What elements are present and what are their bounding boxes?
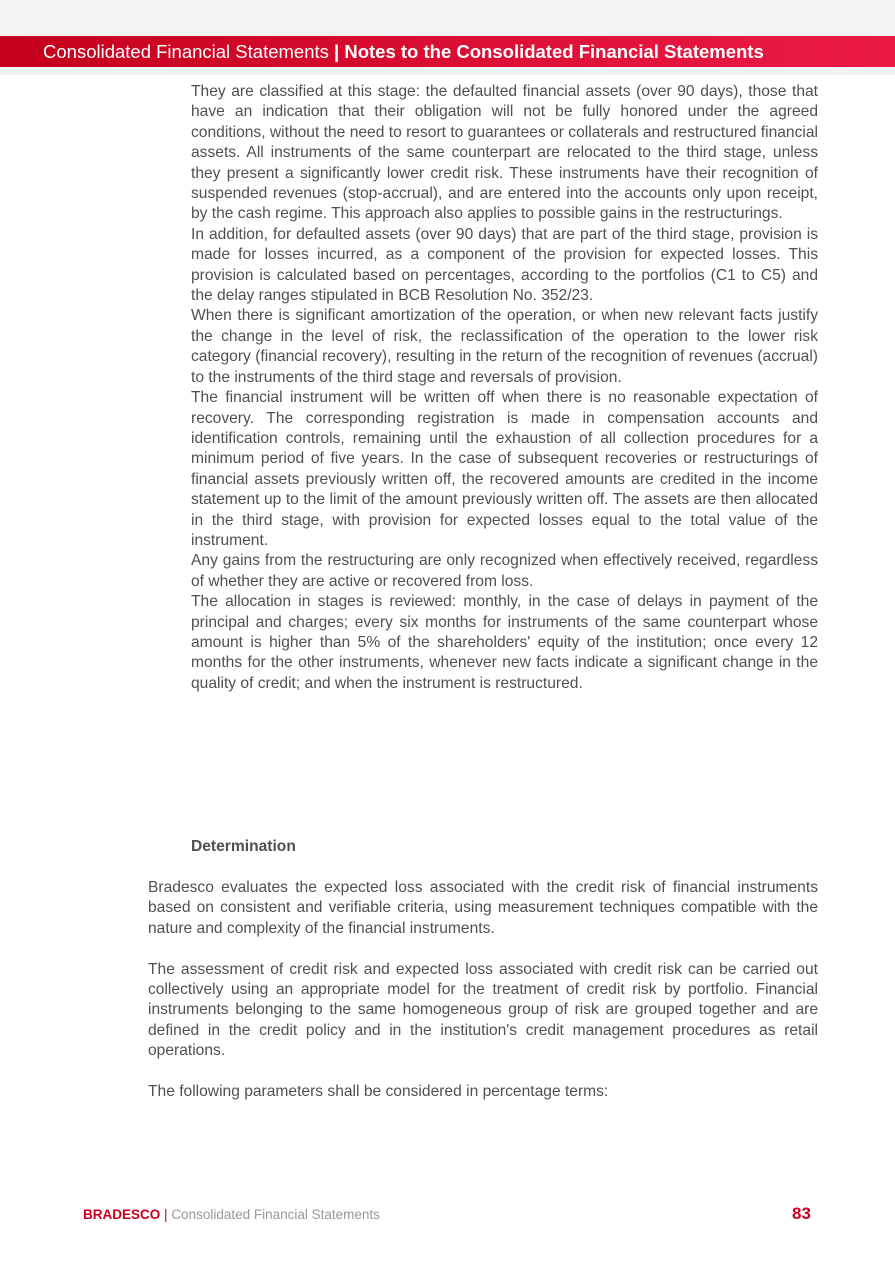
top-band [0,0,895,36]
paragraph: The financial instrument will be written off when there is no reasonable expectation of recovery. The corresponding registration is made in compensation accounts and identification controls, remaining until the exhaustion of all collection procedures for a minimum period of five years. In the case of subsequent recoveries or restructurings of financial assets previously written off, the recovered amounts are credited in the income statement up to the limit of the amount previously written off. The assets are then allocated in the third stage, with provision for expected losses equal to the total value of the instrument. [191,389,818,549]
stage-text-block [191,82,818,694]
footer-brand: BRADESCO [83,1207,161,1222]
paragraph: Bradesco evaluates the expected loss associated with the credit risk of financial instruments based on consistent and verifiable criteria, using measurement techniques compatible with the nature and complexity of the financial instruments. [148,879,818,937]
page-number: 83 [792,1204,811,1223]
header-separator: | [334,41,340,62]
paragraph: When there is significant amortization of the operation, or when new relevant facts justify the change in the level of risk, the reclassification of the operation to the lower risk category (financial recovery), resulting in the return of the recognition of revenues (accrual) to the instruments of the third stage and reversals of provision. [191,307,818,386]
paragraph: The following parameters shall be considered in percentage terms: [148,1083,609,1101]
paragraph: The allocation in stages is reviewed: monthly, in the case of delays in payment of the principal and charges; every six months for instruments of the same counterpart whose amount is higher than 5% of the shareholders' equity of the institution; once every 12 months for the other instruments, whenever new facts indicate a significant change in the quality of credit; and when the instrument is restructured. [191,593,818,692]
paragraph: Any gains from the restructuring are only recognized when effectively received, regardless of whether they are active or recovered from loss. [191,552,818,590]
header-underband [0,67,895,75]
paragraph: They are classified at this stage: the defaulted financial assets (over 90 days), those that have an indication that their obligation will not be fully honored under the agreed conditions, without the need to resort to guarantees or collaterals and restructured financial assets. All instruments of the same counterpart are relocated to the third stage, unless they present a significantly lower credit risk. These instruments have their recognition of suspended revenues (stop-accrual), and are entered into the accounts only upon receipt, by the cash regime. This approach also applies to possible gains in the restructurings. [191,83,818,223]
header-section: Consolidated Financial Statements [43,41,329,62]
footer-title: Consolidated Financial Statements [171,1207,380,1222]
determination-text-block [148,878,818,1123]
footer-separator: | [164,1207,168,1222]
header-subsection: Notes to the Consolidated Financial Statements [344,41,764,62]
footer [83,1207,380,1222]
determination-heading: Determination [191,838,296,855]
paragraph: The assessment of credit risk and expected loss associated with credit risk can be carried out collectively using an appropriate model for the treatment of credit risk by portfolio. Financial instruments belonging to the same homogeneous group of risk are grouped together and are defined in the credit policy and in the institution's credit management procedures as retail operations. [148,960,818,1060]
paragraph: In addition, for defaulted assets (over 90 days) that are part of the third stage, provision is made for losses incurred, as a component of the provision for expected losses. This provision is calculated based on percentages, according to the portfolios (C1 to C5) and the delay ranges stipulated in BCB Resolution No. 352/23. [191,225,818,305]
section-header-bar [0,36,895,67]
